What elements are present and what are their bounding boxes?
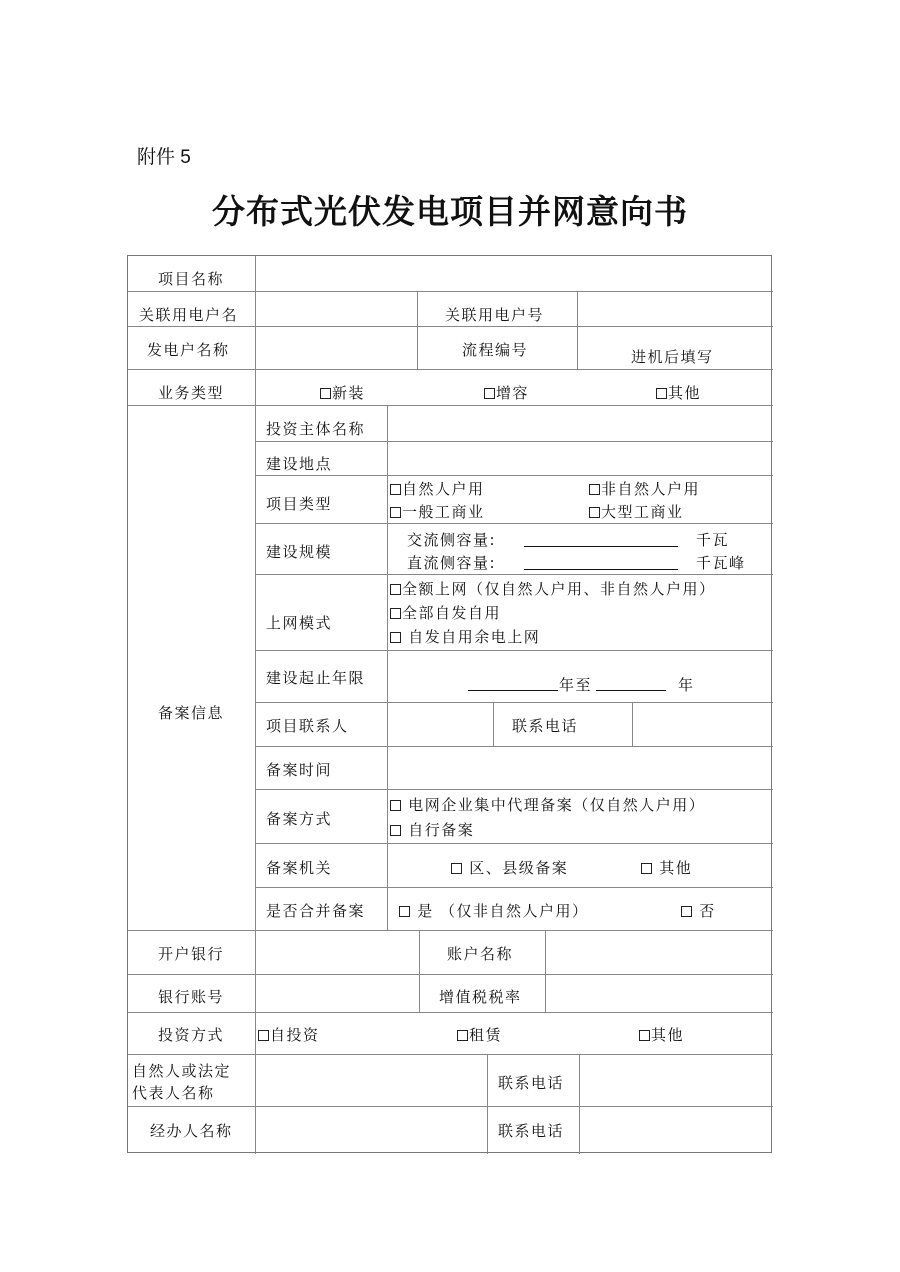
dc-unit: 千瓦峰: [696, 554, 746, 572]
account-name-field[interactable]: [546, 931, 773, 974]
checkbox-icon: [390, 507, 401, 518]
related-user-no-label: 关联用电户号: [445, 306, 545, 324]
handler-phone-label: 联系电话: [498, 1122, 565, 1140]
filing-info-label: 备案信息: [158, 704, 225, 722]
checkbox-icon: [484, 388, 495, 399]
legal-rep-label-line2: 代表人名称: [132, 1084, 215, 1102]
checkbox-icon: [589, 484, 600, 495]
checkbox-icon: [639, 1030, 650, 1041]
filing-method-label: 备案方式: [266, 810, 333, 828]
filing-time-label: 备案时间: [266, 761, 333, 779]
biz-type-label: 业务类型: [158, 384, 225, 402]
merge-label: 是否合并备案: [266, 902, 366, 920]
checkbox-icon: [258, 1030, 269, 1041]
checkbox-icon: [589, 507, 600, 518]
biz-type-other-option[interactable]: 其他: [656, 383, 701, 403]
scale-label: 建设规模: [266, 543, 333, 561]
period-mid-text: 年至: [559, 676, 593, 694]
period-end-field[interactable]: [596, 676, 666, 691]
contact-label: 项目联系人: [266, 717, 349, 735]
checkbox-icon: [656, 388, 667, 399]
project-type-commercial-option[interactable]: 一般工商业: [390, 502, 485, 522]
grid-mode-full-option[interactable]: 全额上网（仅自然人户用、非自然人户用）: [390, 579, 716, 599]
checkbox-icon: [641, 863, 652, 874]
contact-phone-label: 联系电话: [512, 717, 579, 735]
vat-label: 增值税税率: [439, 988, 522, 1006]
bank-account-field[interactable]: [256, 975, 419, 1012]
account-name-label: 账户名称: [447, 945, 514, 963]
vat-field[interactable]: [546, 975, 773, 1012]
project-type-label: 项目类型: [266, 495, 333, 513]
invest-lease-option[interactable]: 租赁: [457, 1025, 502, 1045]
filing-authority-county-option[interactable]: 区、县级备案: [451, 858, 568, 878]
legal-rep-label-line1: 自然人或法定: [132, 1062, 232, 1080]
location-label: 建设地点: [266, 455, 333, 473]
checkbox-icon: [390, 800, 401, 811]
biz-type-new-option[interactable]: 新装: [320, 383, 365, 403]
merge-no-option[interactable]: 否: [681, 901, 716, 921]
related-user-name-label: 关联用电户名: [139, 306, 239, 324]
checkbox-icon: [390, 608, 401, 619]
contact-field[interactable]: [388, 703, 493, 746]
handler-phone-field[interactable]: [580, 1107, 773, 1154]
attachment-label: 附件 5: [137, 147, 191, 168]
dc-capacity-field[interactable]: [524, 555, 678, 570]
document-title: 分布式光伏发电项目并网意向书: [212, 192, 688, 231]
checkbox-icon: [451, 863, 462, 874]
project-type-natural-option[interactable]: 自然人户用: [390, 479, 485, 499]
period-label: 建设起止年限: [266, 669, 366, 687]
checkbox-icon: [457, 1030, 468, 1041]
invest-self-option[interactable]: 自投资: [258, 1025, 320, 1045]
bank-label: 开户银行: [158, 945, 225, 963]
filing-authority-label: 备案机关: [266, 859, 333, 877]
process-no-label: 流程编号: [462, 341, 529, 359]
location-field[interactable]: [388, 442, 773, 475]
investor-label: 投资主体名称: [266, 420, 366, 438]
project-name-field[interactable]: [256, 256, 773, 291]
invest-other-option[interactable]: 其他: [639, 1025, 684, 1045]
dc-capacity-label: 直流侧容量:: [407, 554, 497, 572]
legal-rep-field[interactable]: [256, 1055, 487, 1106]
grid-mode-self-option[interactable]: 全部自发自用: [390, 603, 501, 623]
contact-phone-field[interactable]: [633, 703, 773, 746]
ac-capacity-field[interactable]: [524, 532, 678, 547]
checkbox-icon: [390, 484, 401, 495]
checkbox-icon: [681, 906, 692, 917]
filing-method-grid-option[interactable]: 电网企业集中代理备案（仅自然人户用）: [390, 795, 705, 815]
merge-yes-option[interactable]: 是 （仅非自然人户用）: [399, 901, 589, 921]
investor-field[interactable]: [388, 406, 773, 441]
checkbox-icon: [390, 632, 401, 643]
project-type-non-natural-option[interactable]: 非自然人户用: [589, 479, 700, 499]
checkbox-icon: [390, 584, 401, 595]
legal-rep-phone-field[interactable]: [580, 1055, 773, 1106]
project-type-large-option[interactable]: 大型工商业: [589, 502, 684, 522]
checkbox-icon: [390, 825, 401, 836]
bank-field[interactable]: [256, 931, 419, 974]
handler-field[interactable]: [256, 1107, 487, 1154]
invest-method-label: 投资方式: [158, 1026, 225, 1044]
ac-capacity-label: 交流侧容量:: [407, 531, 497, 549]
related-user-no-field[interactable]: [578, 292, 773, 326]
ac-unit: 千瓦: [696, 531, 730, 549]
grid-mode-surplus-option[interactable]: 自发自用余电上网: [390, 627, 540, 647]
gen-user-name-label: 发电户名称: [147, 341, 230, 359]
period-end-text: 年: [678, 676, 695, 694]
filing-time-field[interactable]: [388, 747, 773, 789]
gen-user-name-field[interactable]: [256, 327, 417, 369]
related-user-name-field[interactable]: [256, 292, 417, 326]
checkbox-icon: [320, 388, 331, 399]
bank-account-label: 银行账号: [158, 988, 225, 1006]
project-name-label: 项目名称: [158, 270, 225, 288]
application-form: [127, 255, 772, 1153]
process-no-note: 进机后填写: [631, 348, 714, 366]
handler-label: 经办人名称: [150, 1122, 233, 1140]
checkbox-icon: [399, 906, 410, 917]
period-start-field[interactable]: [468, 676, 558, 691]
filing-authority-other-option[interactable]: 其他: [641, 858, 692, 878]
grid-mode-label: 上网模式: [266, 614, 333, 632]
legal-rep-phone-label: 联系电话: [498, 1074, 565, 1092]
filing-method-self-option[interactable]: 自行备案: [390, 820, 474, 840]
biz-type-expand-option[interactable]: 增容: [484, 383, 529, 403]
